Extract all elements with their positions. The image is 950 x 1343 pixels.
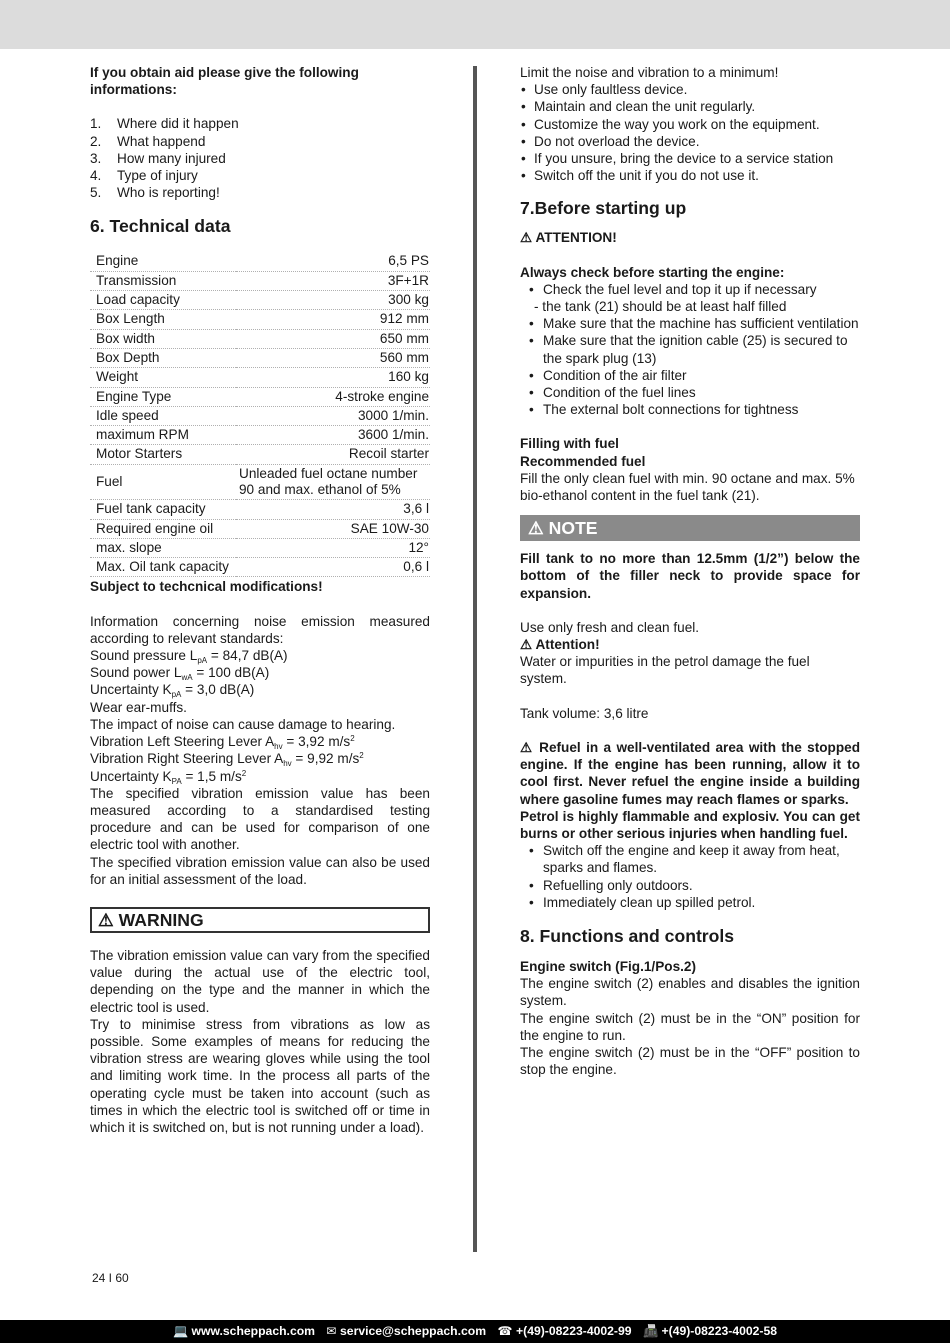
list-item: • Check the fuel level and top it up if necessary <box>520 281 860 298</box>
switch-text-1: The engine switch (2) enables and disables the ignition system. <box>520 976 860 1009</box>
table-cell-value: 3000 1/min. <box>236 406 430 425</box>
list-item-continuation: - the tank (21) should be at least half filled <box>534 299 787 315</box>
vibration-right: Vibration Right Steering Lever $A_{hv} = 9,92$ $m/s^2$ <box>90 751 364 769</box>
warning-box: ⚠ WARNING <box>90 907 430 933</box>
list-item: • Use only faultless device. <box>520 81 860 98</box>
table-cell-label: Engine <box>90 252 236 271</box>
table-cell-value: Recoil starter <box>236 445 430 464</box>
footer-phone: ☎ +(49)-08223-4002-99 <box>497 1324 632 1338</box>
recommended-fuel-heading: Recommended fuel <box>520 453 646 469</box>
table-cell-label: max. slope <box>90 538 236 557</box>
table-row <box>90 310 430 329</box>
table-cell-value: 560 mm <box>236 348 430 367</box>
list-item: • Maintain and clean the unit regularly. <box>520 98 860 115</box>
list-item: • Switch off the unit if you do not use it. <box>520 167 860 184</box>
table-cell-label: Transmission <box>90 271 236 290</box>
computer-icon: 💻 <box>172 1324 189 1338</box>
section-heading-technical-data: 6. Technical data <box>90 216 231 237</box>
table-row <box>90 538 430 557</box>
list-item: 3. How many injured <box>90 150 226 166</box>
limit-list <box>520 81 860 184</box>
table-row <box>90 406 430 425</box>
table-row <box>90 291 430 310</box>
table-cell-label: Required engine oil <box>90 519 236 538</box>
table-cell-label: Fuel <box>90 464 236 500</box>
footer-email[interactable]: ✉ service@scheppach.com <box>326 1324 487 1338</box>
always-check-heading: Always check before starting the engine: <box>520 264 785 280</box>
warning-icon: ⚠ <box>98 909 114 930</box>
tank-volume: Tank volume: 3,6 litre <box>520 705 649 721</box>
list-item: 2. What happend <box>90 133 206 149</box>
refuel-warning: ⚠ Refuel in a well-ventilated area with the stopped engine. If the engine has been running, allow it to cool first. Never refuel the engine inside a building where gasoline fumes may reach flames or sparks. <box>520 739 860 807</box>
list-item: 1. Where did it happen <box>90 116 239 132</box>
list-item: • Switch off the engine and keep it away from heat, sparks and flames. <box>520 842 860 876</box>
table-cell-value: 3F+1R <box>236 271 430 290</box>
table-cell-value: 3,6 l <box>236 500 430 519</box>
table-cell-label: maximum RPM <box>90 426 236 445</box>
table-row <box>90 329 430 348</box>
table-row <box>90 500 430 519</box>
table-row <box>90 387 430 406</box>
table-cell-value: 300 kg <box>236 291 430 310</box>
table-cell-label: Box Length <box>90 310 236 329</box>
table-row <box>90 252 430 271</box>
check-list <box>520 281 860 419</box>
table-row <box>90 348 430 367</box>
footer-fax: 📠 +(49)-08223-4002-58 <box>642 1324 778 1338</box>
table-cell-label: Fuel tank capacity <box>90 500 236 519</box>
table-cell-value: 160 kg <box>236 368 430 387</box>
list-item: • Condition of the fuel lines <box>520 384 860 401</box>
table-cell-value: 6,5 PS <box>236 252 430 271</box>
engine-switch-heading: Engine switch (Fig.1/Pos.2) <box>520 958 696 974</box>
list-item: 4. Type of injury <box>90 168 198 184</box>
list-item: • Make sure that the ignition cable (25) is secured to the spark plug (13) <box>520 332 860 366</box>
attention-label: ⚠ ATTENTION! <box>520 230 617 246</box>
table-cell-label: Weight <box>90 368 236 387</box>
table-cell-label: Box width <box>90 329 236 348</box>
table-cell-value: Unleaded fuel octane number 90 and max. ethanol of 5% <box>236 464 430 500</box>
attention2-label: ⚠ Attention! <box>520 637 600 653</box>
subject-note: Subject to techcnical modifications! <box>90 579 323 595</box>
table-cell-label: Idle speed <box>90 406 236 425</box>
right-column <box>520 64 860 1078</box>
warning-icon: ⚠ <box>520 637 533 653</box>
phone-icon: ☎ <box>497 1324 513 1338</box>
table-cell-value: 12° <box>236 538 430 557</box>
note-box: ⚠ NOTE <box>520 515 860 541</box>
column-divider <box>473 66 477 1252</box>
noise-intro: Information concerning noise emission measured according to relevant standards: <box>90 613 430 646</box>
warning-text-1: The vibration emission value can vary from the specified value during the actual use of the electric tool, depending on the type and the manner in which the electric tool is used. <box>90 947 430 1015</box>
noise-impact: The impact of noise can cause damage to hearing. <box>90 716 396 732</box>
table-row <box>90 426 430 445</box>
table-cell-value: 0,6 l <box>236 558 430 577</box>
table-row <box>90 271 430 290</box>
header-bar <box>0 0 950 49</box>
ear-muffs-note: Wear ear-muffs. <box>90 699 187 715</box>
aid-heading: If you obtain aid please give the following informations: <box>90 65 359 98</box>
technical-data-table <box>90 252 430 577</box>
list-item: • Refuelling only outdoors. <box>520 877 860 894</box>
list-item: • Customize the way you work on the equipment. <box>520 116 860 133</box>
warning-icon: ⚠ <box>520 739 534 755</box>
footer-website[interactable]: 💻 www.scheppach.com <box>172 1324 316 1338</box>
section-heading-before-starting: 7.Before starting up <box>520 198 687 219</box>
table-cell-value: 3600 1/min. <box>236 426 430 445</box>
footer-bar <box>0 1320 950 1343</box>
list-item: • Make sure that the machine has sufficient ventilation <box>520 315 860 332</box>
switch-text-3: The engine switch (2) must be in the “OFF” position to stop the engine. <box>520 1044 860 1078</box>
fresh-fuel-text: Use only fresh and clean fuel. <box>520 619 700 635</box>
table-row <box>90 464 430 500</box>
table-row <box>90 368 430 387</box>
section-heading-functions: 8. Functions and controls <box>520 925 735 946</box>
warning-text-2: Try to minimise stress from vibrations as low as possible. Some examples of means for reducing the vibration stress are wearing gloves while using the tool and limiting work time. In the process all parts of the operating cycle must be taken into account (such as times in which the electric tool is switched off or time in which it is switched on, but is not running under a load). <box>90 1016 430 1135</box>
fill-text: Fill the only clean fuel with min. 90 octane and max. 5% bio-ethanol content in the fuel tank (21). <box>520 470 855 504</box>
list-item: • The external bolt connections for tightness <box>520 401 860 418</box>
table-row <box>90 519 430 538</box>
table-cell-label: Motor Starters <box>90 445 236 464</box>
vibration-left: Vibration Left Steering Lever $A_{hv} = 3,92$ $m/s^2$ <box>90 734 355 752</box>
uncertainty-vibration: Uncertainty $K_{PA} = 1,5$ $m/s^2$ <box>90 768 247 786</box>
list-item: • Immediately clean up spilled petrol. <box>520 894 860 911</box>
list-item: • If you unsure, bring the device to a service station <box>520 150 860 167</box>
table-cell-value: 650 mm <box>236 329 430 348</box>
filling-heading: Filling with fuel <box>520 436 619 452</box>
mail-icon: ✉ <box>326 1324 337 1338</box>
uncertainty-db: Uncertainty $K_{pA} = 3,0$ dB(A) <box>90 682 255 700</box>
fax-icon: 📠 <box>642 1324 659 1338</box>
page-number: 24 I 60 <box>92 1271 129 1285</box>
table-row <box>90 558 430 577</box>
petrol-list <box>520 842 860 911</box>
list-item: 5. Who is reporting! <box>90 185 220 201</box>
warning-icon: ⚠ <box>520 230 533 246</box>
aid-list <box>90 115 430 201</box>
warning-icon: ⚠ <box>528 518 544 539</box>
vibration-text-2: The specified vibration emission value can also be used for an initial assessment of the load. <box>90 854 430 887</box>
sound-pressure: Sound pressure $L_{pA} = 84,7$ dB(A) <box>90 648 288 666</box>
limit-intro: Limit the noise and vibration to a minimum! <box>520 65 779 80</box>
table-cell-value: SAE 10W-30 <box>236 519 430 538</box>
left-column <box>90 64 430 1136</box>
note-text: Fill tank to no more than 12.5mm (1/2”) below the bottom of the filler neck to provide space for expansion. <box>520 551 860 601</box>
water-text: Water or impurities in the petrol damage the fuel system. <box>520 654 810 687</box>
table-row <box>90 445 430 464</box>
table-cell-label: Load capacity <box>90 291 236 310</box>
list-item: • Condition of the air filter <box>520 367 860 384</box>
vibration-text-1: The specified vibration emission value has been measured according to a standardised testing procedure and can be used for comparison of one electric tool with another. <box>90 785 430 853</box>
table-cell-value: 4-stroke engine <box>236 387 430 406</box>
switch-text-2: The engine switch (2) must be in the “ON” position for the engine to run. <box>520 1010 860 1043</box>
petrol-warning: Petrol is highly flammable and explosiv. You can get burns or other serious injuries when handling fuel. <box>520 808 860 841</box>
list-item: • Do not overload the device. <box>520 133 860 150</box>
table-cell-label: Engine Type <box>90 387 236 406</box>
table-cell-label: Max. Oil tank capacity <box>90 558 236 577</box>
table-cell-label: Box Depth <box>90 348 236 367</box>
sound-power: Sound power $L_{wA} = 100$ dB(A) <box>90 665 270 683</box>
table-cell-value: 912 mm <box>236 310 430 329</box>
